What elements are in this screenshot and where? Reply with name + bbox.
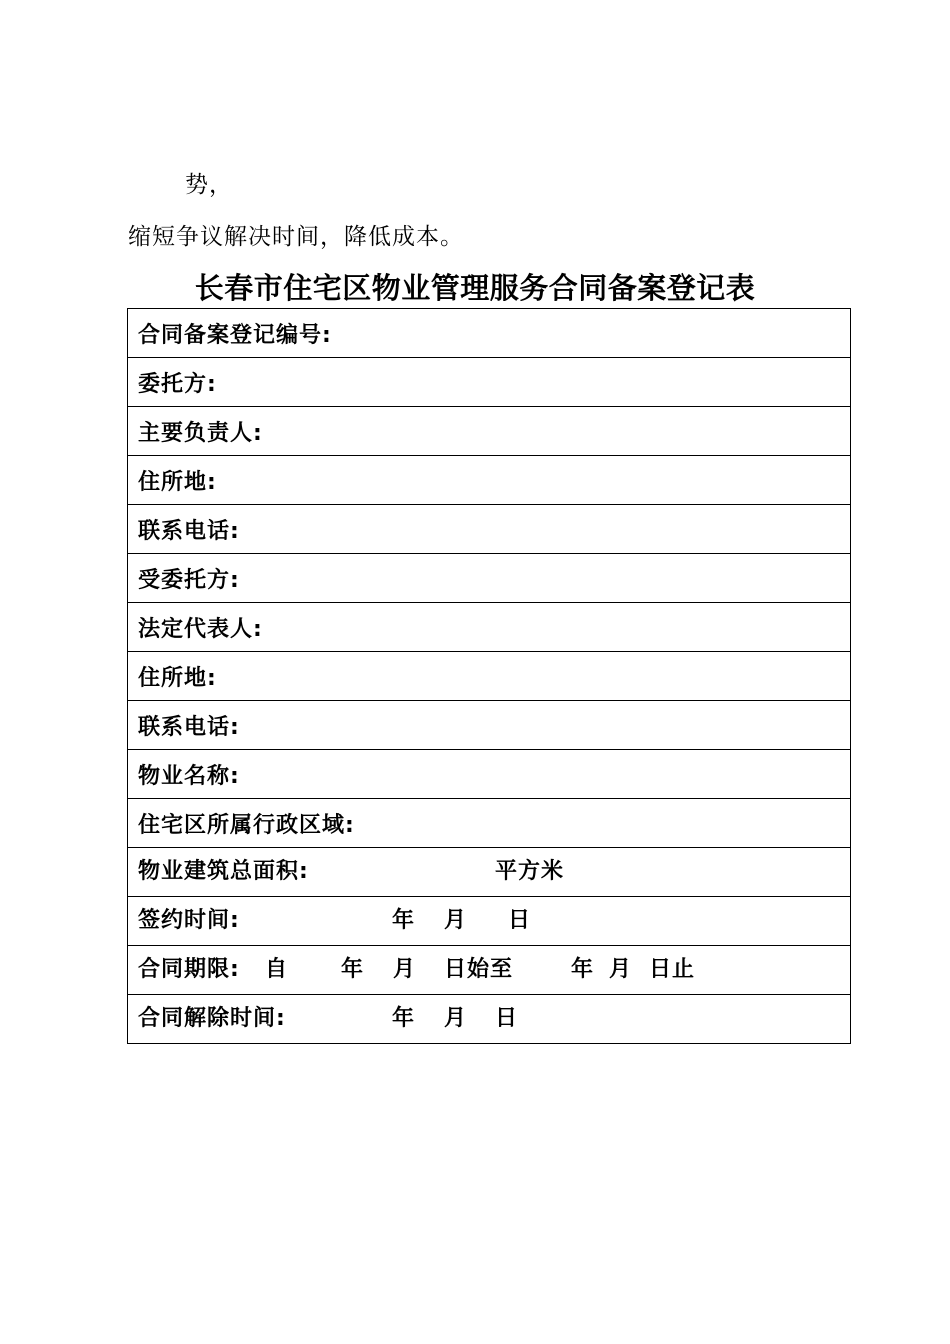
- table-row: [128, 701, 851, 750]
- intro-line-1: 势，: [185, 172, 233, 198]
- client-principal-label: 主要负责人:: [138, 420, 263, 446]
- term-start-day-until: 日始至: [444, 957, 514, 982]
- contract-term-cell[interactable]: [128, 946, 851, 995]
- client-cell[interactable]: [128, 358, 851, 407]
- table-row: [128, 750, 851, 799]
- contract-term-label: 合同期限:: [138, 957, 240, 982]
- term-start-year-unit: 年: [341, 957, 365, 982]
- client-phone-label: 联系电话:: [138, 518, 240, 544]
- table-row: [128, 407, 851, 456]
- term-start-month-unit: 月: [393, 957, 417, 982]
- registration-number-label: 合同备案登记编号:: [138, 322, 332, 348]
- client-label: 委托方:: [138, 371, 217, 397]
- property-name-cell[interactable]: [128, 750, 851, 799]
- signing-date-cell[interactable]: [128, 897, 851, 946]
- district-label: 住宅区所属行政区域:: [138, 812, 355, 838]
- building-area-cell[interactable]: [128, 848, 851, 897]
- table-row: [128, 554, 851, 603]
- table-row: [128, 358, 851, 407]
- table-row: [128, 456, 851, 505]
- client-address-cell[interactable]: [128, 456, 851, 505]
- term-end-day: 日止: [649, 957, 696, 982]
- contractor-address-label: 住所地:: [138, 665, 217, 691]
- termination-date-cell[interactable]: [128, 995, 851, 1044]
- contract-term-from: 自: [265, 957, 289, 982]
- client-address-label: 住所地:: [138, 469, 217, 495]
- building-area-label: 物业建筑总面积:: [138, 859, 309, 884]
- contractor-cell[interactable]: [128, 554, 851, 603]
- table-row: [128, 995, 851, 1044]
- district-cell[interactable]: [128, 799, 851, 848]
- term-end-year-unit: 年: [571, 957, 595, 982]
- property-name-label: 物业名称:: [138, 763, 240, 789]
- table-row: [128, 848, 851, 897]
- signing-year-unit: 年: [392, 908, 416, 933]
- termination-year-unit: 年: [392, 1006, 416, 1031]
- contractor-label: 受委托方:: [138, 567, 240, 593]
- termination-month-unit: 月: [444, 1006, 468, 1031]
- table-row: [128, 309, 851, 358]
- registration-number-cell[interactable]: [128, 309, 851, 358]
- contractor-phone-label: 联系电话:: [138, 714, 240, 740]
- table-row: [128, 603, 851, 652]
- client-phone-cell[interactable]: [128, 505, 851, 554]
- legal-representative-label: 法定代表人:: [138, 616, 263, 642]
- registration-form-table: [127, 308, 851, 1044]
- termination-day-unit: 日: [495, 1006, 519, 1031]
- legal-representative-cell[interactable]: [128, 603, 851, 652]
- term-end-month-unit: 月: [609, 957, 633, 982]
- table-row: [128, 799, 851, 848]
- form-title: 长春市住宅区物业管理服务合同备案登记表: [194, 271, 756, 305]
- client-principal-cell[interactable]: [128, 407, 851, 456]
- table-row: [128, 652, 851, 701]
- termination-date-label: 合同解除时间:: [138, 1006, 286, 1031]
- contractor-address-cell[interactable]: [128, 652, 851, 701]
- table-row: [128, 946, 851, 995]
- signing-date-label: 签约时间:: [138, 908, 240, 933]
- signing-day-unit: 日: [508, 908, 532, 933]
- table-row: [128, 505, 851, 554]
- building-area-unit: 平方米: [495, 859, 565, 884]
- contractor-phone-cell[interactable]: [128, 701, 851, 750]
- intro-line-2: 缩短争议解决时间，降低成本。: [128, 224, 464, 250]
- signing-month-unit: 月: [444, 908, 468, 933]
- table-row: [128, 897, 851, 946]
